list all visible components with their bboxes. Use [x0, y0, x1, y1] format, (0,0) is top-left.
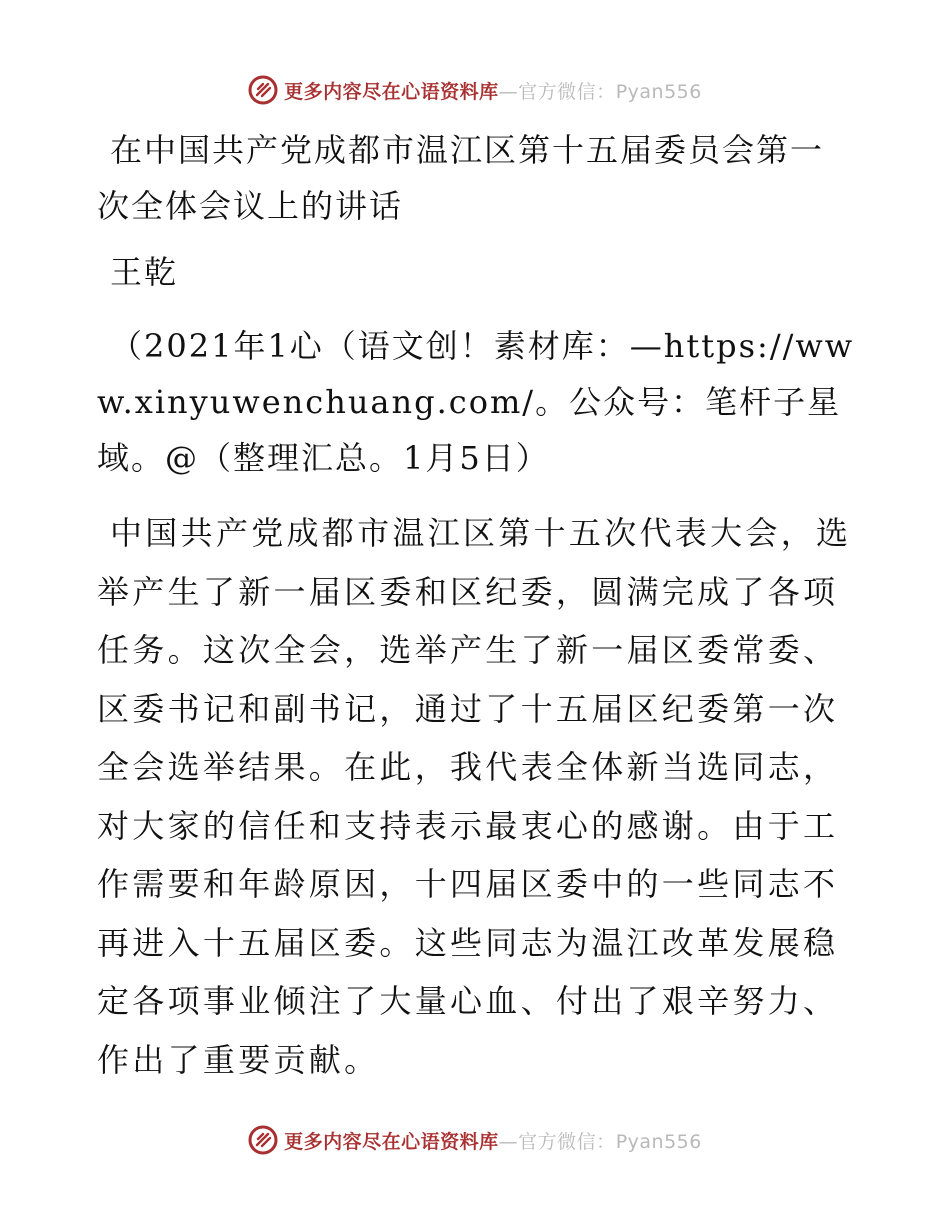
document-title: 在中国共产党成都市温江区第十五届委员会第一次全体会议上的讲话: [97, 131, 825, 225]
document-body-paragraph: 中国共产党成都市温江区第十五次代表大会，选举产生了新一届区委和区纪委，圆满完成了各项任务。这次全会，选举产生了新一届区委常委、区委书记和副书记，通过了十五届区纪委第一次全会选举结果。在此，我代表全体新当选同志，对大家的信任和支持表示最衷心的感谢。由于工作需要和年龄原因，十四届区委中的一些同志不再进入十五届区委。这些同志为温江改革发展稳定各项事业倾注了大量心血、付出了艰辛努力、作出了重要贡献。: [97, 514, 852, 1079]
watermark-wechat-id: Pyan556: [615, 80, 702, 103]
watermark-wechat-label: 官方微信：: [518, 1130, 616, 1153]
watermark-site-text: 更多内容尽在心语资料库: [284, 80, 499, 103]
document-source-note: （2021年1心（语文创！素材库：—https://www.xinyuwenchuang.com/。公众号：笔杆子星域。@（整理汇总。1月5日）: [97, 327, 855, 477]
watermark-dash: —: [498, 1130, 519, 1153]
watermark-wechat-id: Pyan556: [615, 1130, 702, 1153]
watermark-dash: —: [498, 80, 519, 103]
seal-logo-icon: [248, 1125, 278, 1155]
seal-logo-icon: [248, 75, 278, 105]
footer-watermark: [0, 1120, 950, 1160]
watermark-text: [284, 77, 702, 104]
watermark-site-text: 更多内容尽在心语资料库: [284, 1130, 499, 1153]
watermark-text: [284, 1127, 702, 1154]
header-watermark: [0, 70, 950, 110]
watermark-wechat-label: 官方微信：: [518, 80, 616, 103]
document-author: 王乾: [110, 253, 179, 291]
document-content: [97, 122, 857, 1089]
